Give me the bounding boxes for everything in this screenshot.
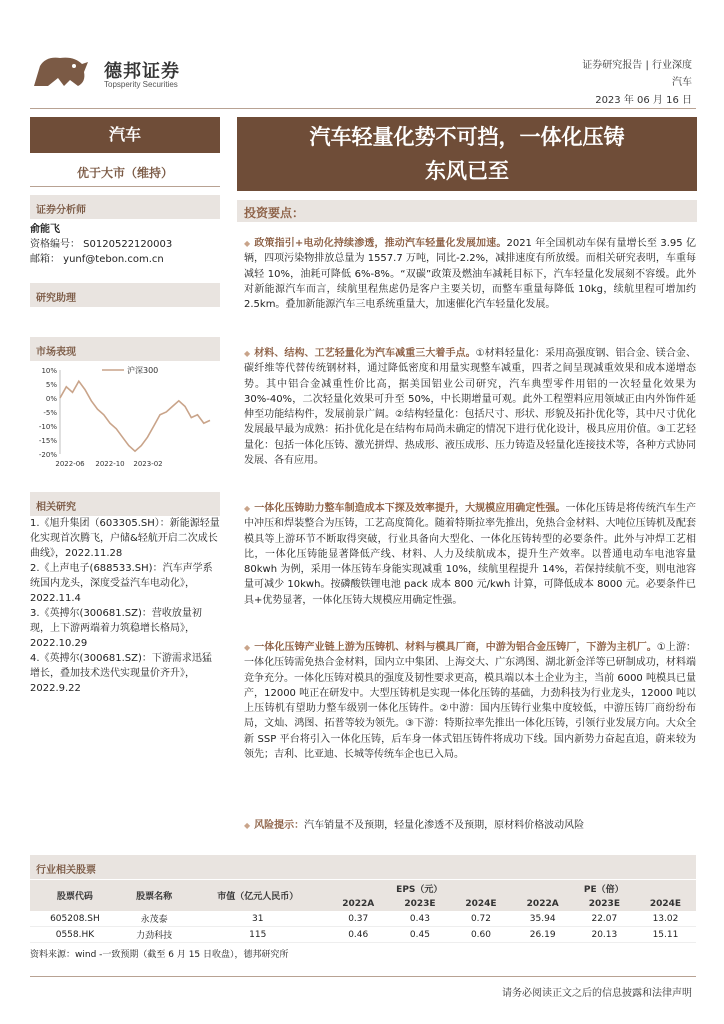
- rating: 优于大市（维持）: [76, 166, 173, 180]
- x-tick-label: 2022-06: [55, 460, 85, 468]
- stocks-table: 股票代码 股票名称 市值（亿元人民币） EPS（元） PE（倍） 2022A 2023E 2024E 2022A 2023E 2024E 605208.SH 永茂泰 31 0.37 0.43 0.72 35.94 22.07 13.02 0558.HK 力劲科技 115 0.46 0.45 0.60 26.19 20.13 15.11: [30, 880, 696, 943]
- related-item[interactable]: 1.《旭升集团（603305.SH）：新能源轻量化实现首次腾飞，户储&轻航开启二次成长曲线》，2022.11.28: [30, 518, 220, 559]
- divider: [30, 186, 220, 187]
- y-tick-label: 0%: [45, 395, 57, 403]
- analyst-license: 资格编号： S0120522120003: [30, 239, 173, 250]
- y-tick-label: -10%: [38, 423, 57, 431]
- assistant-tag: 研究助理: [30, 283, 220, 307]
- analyst-name: 俞能飞: [30, 224, 60, 235]
- key-point-4: ◆ 一体化压铸产业链上游为压铸机、材料与模具厂商，中游为铝合金压铸厂，下游为主机厂。①上游：一体化压铸需免热合金材料，国内立中集团、上海交大、广东鸿图、湖北新金洋等已研制成功，材料端竞争充分。一体化压铸对模具的强度及韧性要求更高，模具端以本土企业为主，当前 6000 吨模具已量产，12000 吨正在研发中。大型压铸机是实现一体化压铸的基础，力劲科技为行业龙头，12000 吨以上压铸机有望助力整车级别一体化压铸件。②中游：国内压铸行业集中度较低，中游压铸厂商纷纷布局，文灿、鸿图、拓普等较为领先。③下游：特斯拉率先推出一体化压铸，引领行业发展方向。大众全新 SSP 平台将引入一体化压铸，后车身一体式铝压铸件将成功下线。国内新势力奋起直追，蔚来较为领先；吉利、比亚迪、长城等传统车企也已入局。: [244, 642, 697, 761]
- risk-warning: ◆ 风险提示：汽车销量不及预期，轻量化渗透不及预期，原材料价格波动风险: [244, 820, 585, 831]
- legend-label: 沪深300: [127, 366, 159, 375]
- related-item[interactable]: 2.《上声电子(688533.SH)：汽车声学系统国内龙头，深度受益汽车电动化》，2022.11.4: [30, 563, 213, 604]
- analyst-tag: 证券分析师: [30, 195, 220, 219]
- y-tick-label: 10%: [41, 367, 57, 375]
- market-tag: 市场表现: [30, 337, 220, 361]
- sector-badge: 汽车: [30, 117, 220, 153]
- header-divider: [30, 108, 696, 109]
- stocks-tag: 行业相关股票: [30, 855, 696, 879]
- analyst-email[interactable]: 邮箱： yunf@tebon.com.cn: [30, 254, 164, 265]
- series-line-hs300: [60, 381, 210, 451]
- brand-name: 德邦证券: [104, 61, 180, 82]
- table-row: 0558.HK 力劲科技 115 0.46 0.45 0.60 26.19 20.13 15.11: [30, 927, 696, 943]
- related-tag: 相关研究: [30, 492, 220, 516]
- related-item[interactable]: 3.《英搏尔(300681.SZ)：营收放量初现，上下游两端着力筑稳增长格局》，2022.10.29: [30, 608, 202, 649]
- related-item[interactable]: 4.《英搏尔(300681.SZ)：下游需求迅猛增长，叠加技术迭代实现量价齐升》，2022.9.22: [30, 653, 212, 694]
- y-tick-label: 5%: [45, 381, 57, 389]
- report-date: 2023 年 06 月 16 日: [595, 95, 692, 106]
- footer-disclaimer: 请务必阅读正文之后的信息披露和法律声明: [502, 988, 692, 999]
- brand-english: Topsperity Securities: [104, 80, 178, 89]
- section-title: 投资要点：: [244, 206, 305, 220]
- y-tick-label: -15%: [38, 437, 57, 445]
- table-source: 资料来源：wind -一致预期（截至 6 月 15 日收盘），德邦研究所: [30, 950, 289, 960]
- report-title: 汽车轻量化势不可挡，一体化压铸 东风已至: [237, 117, 697, 191]
- brand-logo: [30, 52, 92, 90]
- y-tick-label: -5%: [43, 409, 57, 417]
- report-type: 证券研究报告 | 行业深度: [582, 60, 692, 71]
- key-point-2: ◆ 材料、结构、工艺轻量化为汽车减重三大着手点。①材料轻量化：采用高强度钢、铝合金、镁合金、碳纤维等代替传统钢材料，通过降低密度和用量实现整车减重，四者之间呈现减重效果和成本递增态势。其中铝合金减重性价比高，据美国铝业公司研究，汽车典型零件用铝的一次轻量化效果为 30%-40%，二次轻量化效果可升至 50%，中长期增量可观。此外工程塑料应用领域正由内外饰件延伸至功能结构件，发展前景广阔。②结构轻量化：包括尺寸、形状、形貌及拓扑优化等，其中尺寸优化发展最早最为成熟：拓扑优化是在结构布局尚未确定的情况下进行优化设计，极具应用价值。③工艺轻量化：包括一体化压铸、激光拼焊、热成形、液压成形、压力铸造及轻量化连接技术等，各种方式协同发展、各有应用。: [244, 348, 696, 467]
- x-tick-label: 2023-02: [133, 460, 163, 468]
- key-point-1: ◆ 政策指引+电动化持续渗透，推动汽车轻量化发展加速。2021 年全国机动车保有量增长至 3.95 亿辆，四项污染物排放总量为 1557.7 万吨，同比-2.2%，减排速度有所放缓。而相关研究表明，车重每减轻 10%，油耗可降低 6%-8%。“双碳”政策及燃油车减耗目标下，汽车轻量化发展刻不容缓。此外对新能源汽车而言，续航里程焦虑仍是客户主要关切，而整车重量每降低 10kg，续航里程可增加约 2.5km。叠加新能源汽车三电系统重量大，加速催化汽车轻量化发展。: [244, 238, 696, 311]
- x-tick-label: 2022-10: [95, 460, 125, 468]
- y-tick-label: -20%: [38, 451, 57, 459]
- market-chart: [30, 362, 220, 472]
- table-row: 605208.SH 永茂泰 31 0.37 0.43 0.72 35.94 22.07 13.02: [30, 911, 696, 927]
- industry-label: 汽车: [672, 77, 692, 88]
- key-point-3: ◆ 一体化压铸助力整车制造成本下探及效率提升，大规模应用确定性强。一体化压铸是将传统汽车生产中冲压和焊装整合为压铸，工艺高度简化。随着特斯拉率先推出，免热合金材料、大吨位压铸机及配套模具等上游环节不断取得突破，行业具备向大型化、一体化压铸转型的必要条件。此外与冲焊工艺相比，一体化压铸能显著降低产线、材料、人力及续航成本，提升生产效率。以普通电动车电池容量 80kwh 为例，采用一体压铸车身能实现减重 10%，续航里程提升 14%，若保持续航不变，则电池容量可减少 10kwh。按磷酸铁锂电池 pack 成本 800 元/kwh 计算，可降低成本 8000 元。必要条件已具+优势显著，一体化压铸大规模应用确定性强。: [244, 503, 697, 606]
